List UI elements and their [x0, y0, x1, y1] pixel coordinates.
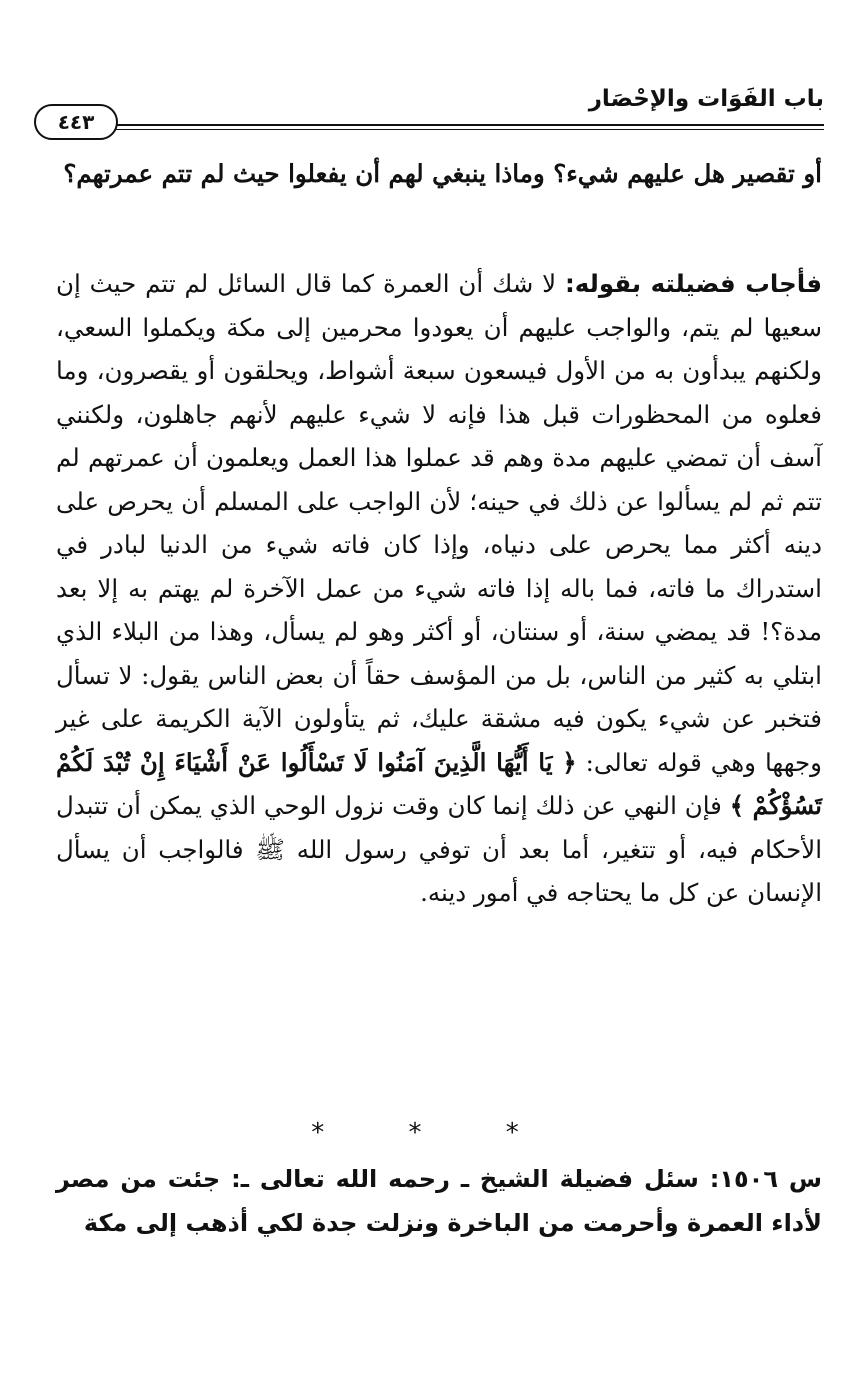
answer-lead: فأجاب فضيلته بقوله: — [564, 269, 823, 298]
quran-verse: ﴿ يَا أَيُّهَا الَّذِينَ آمَنُوا لَا تَسْأَلُوا عَنْ أَشْيَاءَ إِنْ تُبْدَ لَكُمْ تَسُؤْكُمْ ﴾ — [56, 747, 822, 820]
answer-block — [56, 262, 822, 915]
question-continuation — [56, 152, 822, 196]
answer-text-continued: فإن النهي عن ذلك إنما كان وقت نزول الوحي الذي يمكن أن تتبدل الأحكام فيه، أو تتغير، أما بعد أن توفي رسول الله ﷺ فالواجب أن يسأل الإنسان عن كل ما يحتاجه في أمور دينه. — [56, 791, 822, 907]
header-rule — [108, 124, 824, 130]
chapter-title: باب الفَوَات والإحْصَار — [588, 86, 824, 112]
answer-paragraph — [56, 262, 822, 915]
section-separator: * * * — [311, 1118, 557, 1148]
page-header — [34, 86, 824, 142]
next-question-text: س ١٥٠٦: سئل فضيلة الشيخ ـ رحمه الله تعالى ـ: جئت من مصر لأداء العمرة وأحرمت من الباخرة ونزلت جدة لكي أذهب إلى مكة — [56, 1165, 823, 1237]
next-question — [56, 1158, 822, 1245]
page-number: ٤٤٣ — [34, 104, 118, 140]
question-text: أو تقصير هل عليهم شيء؟ وماذا ينبغي لهم أن يفعلوا حيث لم تتم عمرتهم؟ — [63, 159, 822, 188]
answer-text: لا شك أن العمرة كما قال السائل لم تتم حيث إن سعيها لم يتم، والواجب عليهم أن يعودوا محرمين إلى مكة ويكملوا السعي، ولكنهم يبدأون به من الأول فيسعون سبعة أشواط، ويحلقون أو يقصرون، وما فعلوه من المحظورات قبل هذا فإنه لا شيء عليهم لأنهم جاهلون، ولكنني آسف أن تمضي عليهم مدة وهم قد عملوا هذا العمل ويعلمون أن عمرتهم لم تتم ثم لم يسألوا عن ذلك في حينه؛ لأن الواجب على المسلم أن يحرص على دينه أكثر مما يحرص على دنياه، وإذا كان فاته شيء من الدنيا لبادر في استدراك ما فاته، فما باله إذا فاته شيء من عمل الآخرة لم يهتم به إلا بعد مدة؟! قد يمضي سنة، أو سنتان، أو أكثر وهو لم يسأل، وهذا من البلاء الذي ابتلي به كثير من الناس، بل من المؤسف حقاً أن بعض الناس يقول: لا تسأل فتخبر عن شيء يكون فيه مشقة عليك، ثم يتأولون الآية الكريمة على غير وجهها وهي قوله تعالى: — [56, 269, 822, 777]
